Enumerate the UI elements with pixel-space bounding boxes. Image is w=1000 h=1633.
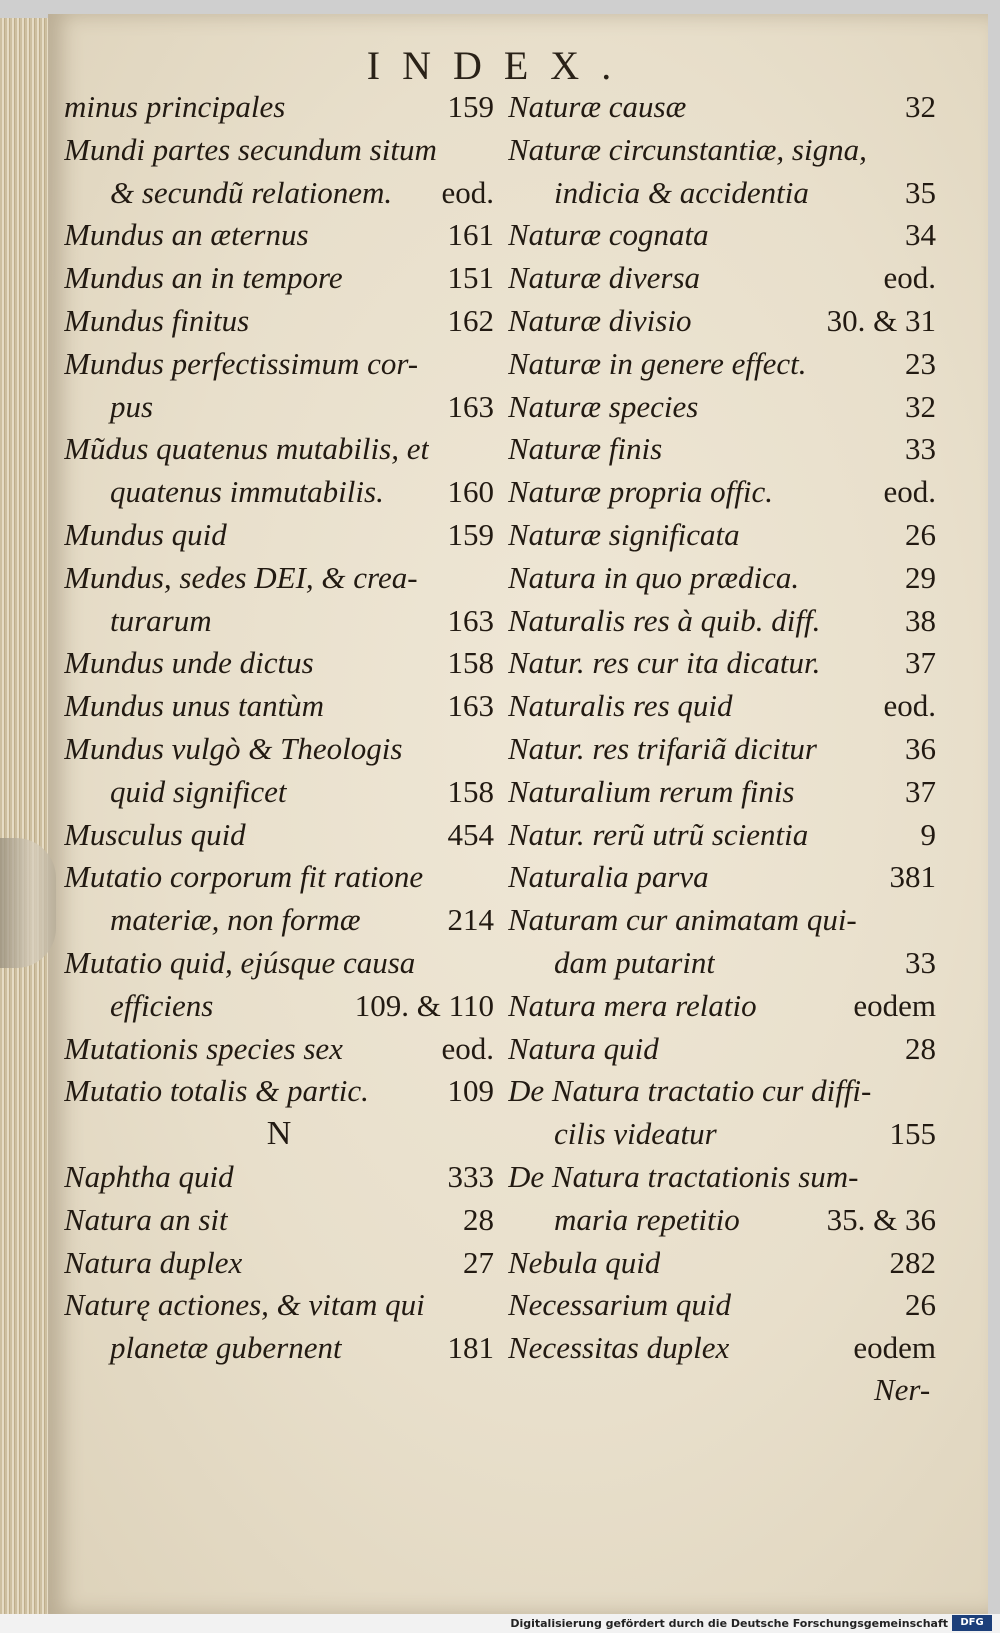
entry-page-number: 32 xyxy=(905,89,936,124)
index-entry xyxy=(64,428,494,471)
entry-text: Mũdus quatenus mutabilis, et xyxy=(64,431,430,467)
entry-text: N xyxy=(266,1115,292,1153)
entry-page-number: 38 xyxy=(905,602,936,638)
entry-text: Natura in quo prædica. xyxy=(508,559,800,595)
index-entry xyxy=(64,86,494,129)
entry-page-number: eod. xyxy=(883,474,936,510)
entry-page-number: 162 xyxy=(447,302,494,338)
entry-page-number: eod. xyxy=(441,174,494,210)
entry-page-number: 155 xyxy=(889,1116,936,1152)
entry-text: Naturalis res à quib. diff. xyxy=(508,602,821,638)
index-entry xyxy=(64,899,494,942)
index-entry xyxy=(508,600,936,643)
entry-text: Naturæ significata xyxy=(508,516,740,552)
index-entry xyxy=(64,642,494,685)
entry-text: turarum xyxy=(110,602,212,638)
catchword: Ner- xyxy=(874,1372,931,1407)
entry-text: Naturæ propria offic. xyxy=(508,474,773,510)
entry-page-number: 35 xyxy=(905,174,936,210)
entry-page-number: eod. xyxy=(883,260,936,296)
entry-text: Mundus unus tantùm xyxy=(64,688,325,724)
entry-text: maria repetitio xyxy=(554,1201,740,1237)
entry-text: & secundũ relationem. xyxy=(110,174,393,210)
entry-text: Mutationis species sex xyxy=(64,1030,343,1066)
book-clasp xyxy=(0,838,56,968)
index-entry xyxy=(64,343,494,386)
page-title: INDEX. xyxy=(366,43,634,88)
entry-page-number: 37 xyxy=(905,645,936,681)
entry-text: Necessitas duplex xyxy=(508,1330,730,1366)
entry-text: Mundi partes secundum situm xyxy=(64,131,437,167)
entry-page-number: 454 xyxy=(447,816,494,852)
index-entry xyxy=(64,214,494,257)
entry-text: Naturalia parva xyxy=(508,859,709,895)
index-entry xyxy=(64,685,494,728)
index-entry xyxy=(508,172,936,215)
entry-page-number: 163 xyxy=(447,388,494,424)
entry-page-number: 214 xyxy=(447,902,494,938)
index-entry xyxy=(64,942,494,985)
index-entry xyxy=(64,172,494,215)
entry-page-number: 151 xyxy=(447,260,494,296)
entry-page-number: eod. xyxy=(441,1030,494,1066)
entry-text: Natura quid xyxy=(508,1030,659,1066)
index-column-right xyxy=(508,86,936,1370)
index-entry xyxy=(508,985,936,1028)
entry-page-number: eodem xyxy=(853,987,936,1023)
index-entry xyxy=(64,1156,494,1199)
entry-text: Mundus unde dictus xyxy=(64,645,314,681)
entry-text: dam putarint xyxy=(554,944,716,980)
index-entry xyxy=(508,1028,936,1071)
entry-page-number: 30. & 31 xyxy=(826,302,936,338)
entry-text: quid significet xyxy=(110,773,287,809)
entry-page-number: 163 xyxy=(447,688,494,724)
entry-text: Naturæ causæ xyxy=(508,89,687,124)
entry-text: Natura mera relatio xyxy=(508,987,757,1023)
entry-text: Naturæ divisio xyxy=(508,302,692,338)
entry-page-number: 33 xyxy=(905,431,936,467)
entry-page-number: 159 xyxy=(447,516,494,552)
entry-page-number: eodem xyxy=(853,1330,936,1366)
entry-page-number: 23 xyxy=(905,345,936,381)
entry-text: planetæ gubernent xyxy=(110,1330,342,1366)
index-entry xyxy=(508,642,936,685)
index-entry xyxy=(64,814,494,857)
entry-text: Naturę actiones, & vitam qui xyxy=(64,1287,425,1323)
index-entry xyxy=(508,557,936,600)
index-entry xyxy=(508,300,936,343)
entry-text: Naturalis res quid xyxy=(508,688,733,724)
entry-page-number: 9 xyxy=(920,816,936,852)
entry-text: Naturæ in genere effect. xyxy=(508,345,807,381)
entry-text: Naturæ finis xyxy=(508,431,663,467)
index-entry xyxy=(508,856,936,899)
entry-page-number: 109. & 110 xyxy=(354,987,494,1023)
entry-text: Mundus, sedes DEI, & crea- xyxy=(64,559,418,595)
entry-text: Naturam cur animatam qui- xyxy=(508,902,857,938)
index-entry xyxy=(64,985,494,1028)
entry-page-number: 33 xyxy=(905,944,936,980)
entry-text: Natur. rerũ utrũ scientia xyxy=(508,816,809,852)
index-entry xyxy=(508,1327,936,1370)
index-entry xyxy=(64,771,494,814)
entry-page-number: 333 xyxy=(447,1158,494,1194)
entry-text: minus principales xyxy=(64,89,286,124)
entry-text: De Natura tractationis sum- xyxy=(508,1158,859,1194)
entry-text: Naturalium rerum finis xyxy=(508,773,795,809)
index-entry xyxy=(508,1284,936,1327)
entry-page-number: 26 xyxy=(905,1287,936,1323)
entry-text: Mundus vulgò & Theologis xyxy=(64,730,403,766)
index-entry xyxy=(508,86,936,129)
entry-page-number: 109 xyxy=(447,1073,494,1109)
index-entry xyxy=(64,1284,494,1327)
index-entry xyxy=(508,942,936,985)
index-entry xyxy=(508,814,936,857)
index-entry xyxy=(508,214,936,257)
index-entry xyxy=(64,129,494,172)
entry-page-number: 181 xyxy=(447,1330,494,1366)
entry-text: Naturæ species xyxy=(508,388,699,424)
index-column-left xyxy=(64,86,494,1370)
index-entry xyxy=(508,1199,936,1242)
entry-text: Nebula quid xyxy=(508,1244,661,1280)
index-entry xyxy=(508,386,936,429)
index-entry xyxy=(64,257,494,300)
index-entry xyxy=(64,1199,494,1242)
entry-text: Mutatio totalis & partic. xyxy=(64,1073,369,1109)
entry-text: Mundus finitus xyxy=(64,302,250,338)
index-entry xyxy=(508,428,936,471)
index-entry xyxy=(64,471,494,514)
dfg-logo: DFG xyxy=(952,1615,992,1631)
index-entry xyxy=(508,129,936,172)
index-entry xyxy=(64,386,494,429)
index-entry xyxy=(508,1070,936,1113)
entry-text: Mundus quid xyxy=(64,516,227,552)
entry-text: Natura an sit xyxy=(64,1201,228,1237)
entry-text: quatenus immutabilis. xyxy=(110,474,384,510)
section-letter xyxy=(64,1113,494,1156)
entry-text: Naturæ circunstantiæ, signa, xyxy=(508,131,867,167)
entry-text: Necessarium quid xyxy=(508,1287,732,1323)
index-entry xyxy=(508,771,936,814)
index-entry xyxy=(508,685,936,728)
entry-page-number: 158 xyxy=(447,645,494,681)
entry-text: Naturæ diversa xyxy=(508,260,701,296)
index-entry xyxy=(64,856,494,899)
entry-text: pus xyxy=(110,388,154,424)
index-entry xyxy=(64,1028,494,1071)
entry-text: Naphtha quid xyxy=(64,1158,234,1194)
index-entry xyxy=(508,1242,936,1285)
entry-page-number: 37 xyxy=(905,773,936,809)
index-entry xyxy=(508,899,936,942)
entry-page-number: 158 xyxy=(447,773,494,809)
entry-page-number: 27 xyxy=(463,1244,494,1280)
entry-page-number: 28 xyxy=(905,1030,936,1066)
entry-page-number: 36 xyxy=(905,730,936,766)
entry-page-number: 26 xyxy=(905,516,936,552)
index-entry xyxy=(64,300,494,343)
entry-page-number: eod. xyxy=(883,688,936,724)
entry-page-number: 282 xyxy=(889,1244,936,1280)
index-entry xyxy=(64,514,494,557)
index-entry xyxy=(64,728,494,771)
entry-page-number: 160 xyxy=(447,474,494,510)
entry-text: materiæ, non formæ xyxy=(110,902,361,938)
entry-text: Natur. res cur ita dicatur. xyxy=(508,645,821,681)
entry-page-number: 159 xyxy=(447,89,494,124)
entry-text: Mutatio quid, ejúsque causa xyxy=(64,944,416,980)
footer-credit: Digitalisierung gefördert durch die Deutsche Forschungsgemeinschaft xyxy=(510,1617,948,1630)
entry-page-number: 163 xyxy=(447,602,494,638)
index-entry xyxy=(508,343,936,386)
entry-page-number: 28 xyxy=(463,1201,494,1237)
entry-page-number: 29 xyxy=(905,559,936,595)
index-entry xyxy=(64,600,494,643)
index-entry xyxy=(508,728,936,771)
entry-page-number: 34 xyxy=(905,217,936,253)
entry-text: De Natura tractatio cur diffi- xyxy=(508,1073,872,1109)
entry-text: Natur. res trifariã dicitur xyxy=(508,730,817,766)
entry-text: Natura duplex xyxy=(64,1244,243,1280)
entry-text: Naturæ cognata xyxy=(508,217,709,253)
entry-text: Mundus an in tempore xyxy=(64,260,343,296)
entry-text: Mundus perfectissimum cor- xyxy=(64,345,419,381)
entry-text: Mundus an æternus xyxy=(64,217,309,253)
index-entry xyxy=(508,257,936,300)
index-entry xyxy=(64,557,494,600)
index-entry xyxy=(508,514,936,557)
index-entry xyxy=(64,1327,494,1370)
index-entry xyxy=(508,1113,936,1156)
index-entry xyxy=(508,1156,936,1199)
entry-page-number: 35. & 36 xyxy=(826,1201,936,1237)
entry-text: efficiens xyxy=(110,987,214,1023)
entry-page-number: 381 xyxy=(889,859,936,895)
entry-page-number: 32 xyxy=(905,388,936,424)
index-entry xyxy=(508,471,936,514)
entry-page-number: 161 xyxy=(447,217,494,253)
entry-text: Mutatio corporum fit ratione xyxy=(64,859,424,895)
entry-text: indicia & accidentia xyxy=(554,174,809,210)
entry-text: Musculus quid xyxy=(64,816,246,852)
index-entry xyxy=(64,1070,494,1113)
entry-text: cilis videatur xyxy=(554,1116,717,1152)
index-entry xyxy=(64,1242,494,1285)
